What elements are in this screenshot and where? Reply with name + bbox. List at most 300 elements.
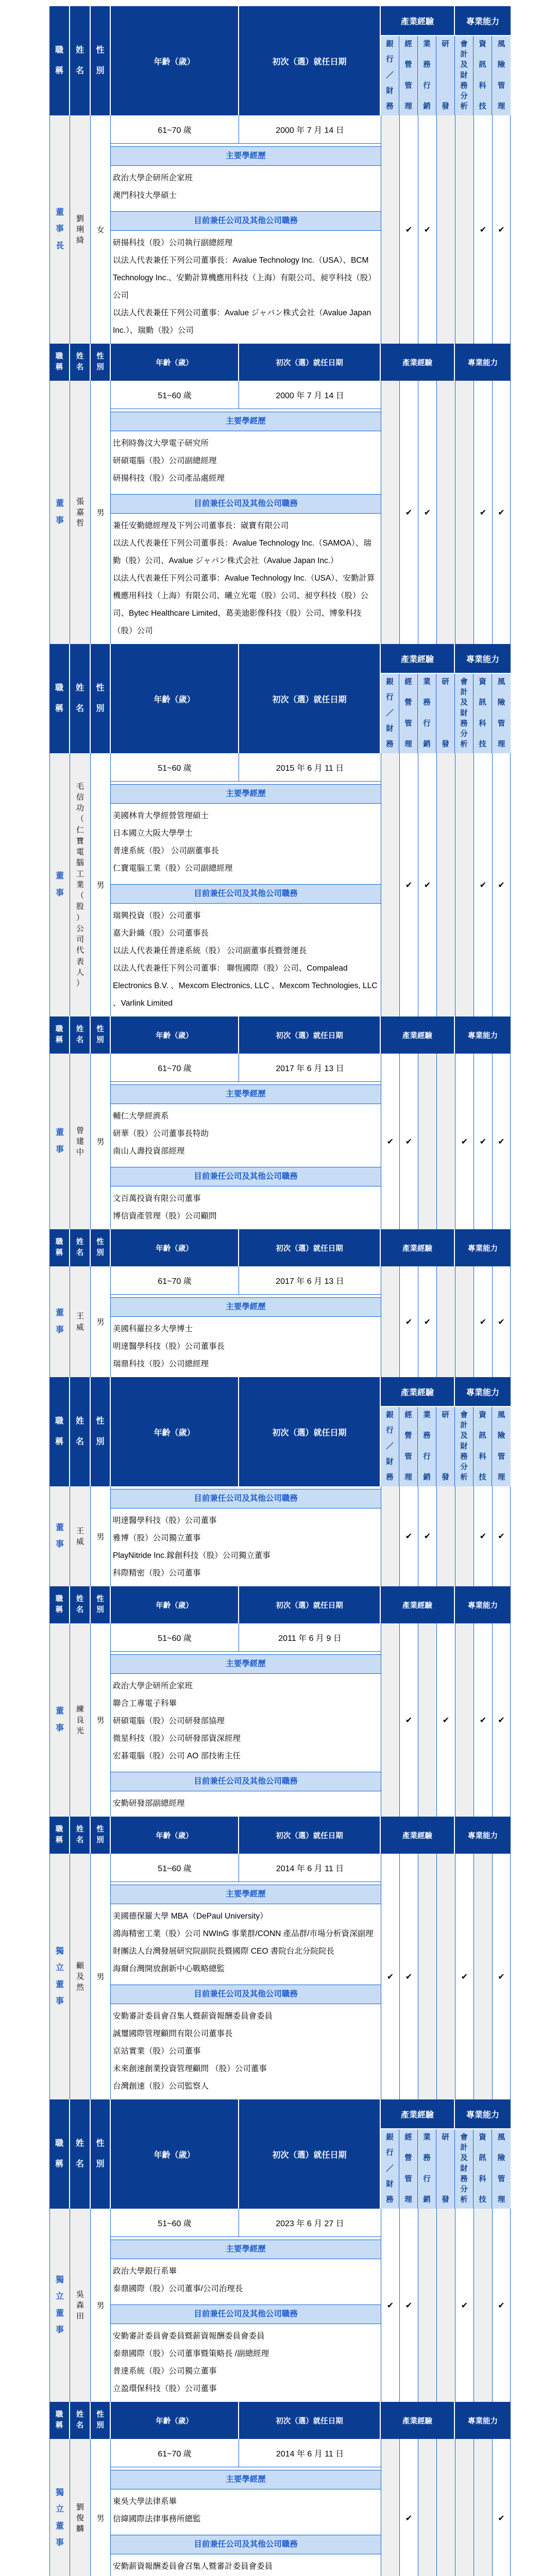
- header-expertise-group: 專業能力: [455, 6, 511, 35]
- header-date-label: 初次（選）就任日期: [276, 1832, 343, 1840]
- education-line: 澳門科技大學碩士: [113, 191, 177, 200]
- check-cell-4: [455, 1486, 474, 1586]
- header-expertise-group: 專業能力: [455, 644, 511, 673]
- jobs-line: 明達醫學科技（股）公司董事: [113, 1516, 217, 1525]
- header-name-label: 姓 名: [76, 1825, 84, 1844]
- header-title-label: 職 稱: [55, 1595, 63, 1614]
- jobs-line: 兼任安勤總經理及下列公司董事長：崴寶有限公司: [113, 521, 289, 530]
- director-detail: [111, 2209, 381, 2402]
- age-date-row: [111, 1054, 381, 1082]
- jobs-line: 以法人代表兼任下列公司董事：Avalue Technology Inc.（USA）、安勤計算機應用科技（上海）有限公司、曦立光電（股）公司、昶亨科技（股）公司、Bytec Healthcare Limited、葛美迪影像科技（股）公司、博象科技（股）公司: [113, 574, 375, 635]
- age-value: 51~60 歲: [111, 2209, 239, 2236]
- jobs-line: 嘉大針織（股）公司董事長: [113, 929, 209, 938]
- header-age-col: [111, 1377, 239, 1486]
- education-line: 研揚科技（股）公司產品處經理: [113, 474, 225, 483]
- header-gender-label: 性 別: [96, 2411, 104, 2430]
- education-header: 主要學經歷: [111, 146, 381, 166]
- header-industry-group: 產業經驗: [381, 1817, 455, 1854]
- header-subcol-5: [474, 1407, 492, 1486]
- check-cell-5: [474, 1854, 492, 2099]
- director-detail: [111, 1623, 381, 1817]
- header-subcol-label: 風 險 管 理: [497, 1411, 505, 1482]
- header-group-row: [381, 6, 511, 36]
- jobs-line: 京站實業（股）公司董事: [113, 2047, 201, 2056]
- header-subcol-label: 銀 行 ／ 財 務: [386, 1411, 394, 1482]
- check-cell-4: ✔: [455, 1854, 474, 2099]
- header-name-label: 姓 名: [75, 2139, 84, 2168]
- education-line: 明達醫學科技（股）公司董事長: [113, 1342, 225, 1351]
- check-cell-4: [455, 2439, 474, 2576]
- header-industry-group: 產業經驗: [381, 1016, 455, 1054]
- header-title-label: 職 稱: [55, 1416, 63, 1446]
- table-header-compact: [49, 1229, 511, 1266]
- header-title-label: 職 稱: [55, 1825, 63, 1844]
- jobs-line: 雅博（股）公司獨立董事: [113, 1534, 201, 1543]
- director-name-cell: [70, 1486, 91, 1586]
- check-columns: [381, 381, 511, 644]
- check-cell-5: ✔: [474, 1054, 492, 1229]
- header-subcol-5: [474, 36, 492, 115]
- header-age-col: [111, 2402, 239, 2439]
- check-cell-0: [381, 1486, 399, 1586]
- header-age-label: 年齡（歲）: [156, 1601, 193, 1610]
- header-subcol-0: [381, 36, 399, 115]
- education-list: [111, 1907, 381, 1982]
- education-line: 輔仁大學經濟系: [113, 1112, 169, 1121]
- header-industry-group: 產業經驗: [381, 344, 455, 381]
- header-subcol-label: 業 務 行 銷: [423, 2133, 431, 2205]
- check-columns: [381, 1266, 511, 1377]
- header-name-col: [70, 6, 91, 115]
- director-block: [49, 753, 511, 1016]
- header-age-label: 年齡（歲）: [154, 2150, 195, 2160]
- age-value: 51~60 歲: [111, 1854, 239, 1882]
- director-name: 練 良 光: [76, 1704, 84, 1736]
- header-date-label: 初次（選）就任日期: [276, 1601, 343, 1610]
- header-date-col: [239, 2402, 381, 2439]
- jobs-line: 文百萬投資有限公司董事: [113, 1194, 201, 1203]
- header-industry-group: 產業經驗: [381, 6, 455, 35]
- education-line: 信緯國際法律事務所總監: [113, 2515, 201, 2523]
- header-subcol-6: [492, 1407, 511, 1486]
- header-subcol-label: 銀 行 ／ 財 務: [386, 40, 394, 111]
- header-title-col: [49, 1586, 70, 1623]
- check-cell-6: ✔: [492, 1486, 511, 1586]
- education-line: 研碩電腦（股）公司研發部協理: [113, 1717, 225, 1725]
- header-gender-col: [91, 1377, 111, 1486]
- education-list: [111, 1319, 381, 1377]
- director-title: 獨 立 董 事: [55, 1946, 64, 2006]
- check-cell-2: [418, 1854, 436, 2099]
- header-name-label: 姓 名: [75, 683, 84, 713]
- director-name-cell: [70, 1054, 91, 1229]
- check-cell-1: ✔: [399, 1054, 418, 1229]
- header-subcol-3: [436, 674, 455, 753]
- header-industry-group: 產業經驗: [381, 2099, 455, 2128]
- director-name-cell: [70, 1623, 91, 1817]
- director-detail: [111, 115, 381, 344]
- director-gender: 男: [96, 1138, 105, 1146]
- director-gender-cell: [91, 1854, 111, 2099]
- director-title-cell: [49, 1486, 70, 1586]
- education-line: 東吳大學法律系畢: [113, 2497, 177, 2506]
- header-title-label: 職 稱: [55, 45, 63, 75]
- header-age-col: [111, 1016, 239, 1054]
- check-cell-0: [381, 115, 399, 344]
- education-header: 主要學經歷: [111, 1297, 381, 1317]
- director-block: [49, 1266, 511, 1377]
- header-title-label: 職 稱: [55, 2139, 63, 2168]
- age-date-row: [111, 753, 381, 782]
- check-cell-6: ✔: [492, 1266, 511, 1377]
- check-cell-3: [436, 1854, 455, 2099]
- header-subcol-4: [455, 36, 474, 115]
- table-header-compact: [49, 2402, 511, 2439]
- education-line: 財團法人台灣發展研究院副院長暨國際 CEO 書院台北分院院長: [113, 1947, 334, 1956]
- check-cell-1: ✔: [399, 1623, 418, 1817]
- education-line: 研碩電腦（股）公司副總經理: [113, 456, 217, 465]
- jobs-header: 目前兼任公司及其他公司職務: [111, 494, 381, 514]
- education-line: 日本國立大阪大學學士: [113, 829, 193, 838]
- director-title: 獨 立 董 事: [55, 2488, 64, 2547]
- education-line: 泰鼎國際（股）公司董事/公司治理長: [113, 2284, 243, 2293]
- header-subcol-label: 研 發: [442, 40, 449, 111]
- director-name-cell: [70, 1854, 91, 2099]
- check-cell-0: [381, 1266, 399, 1377]
- date-value: 2017 年 6 月 13 日: [276, 1277, 344, 1286]
- date-value: 2014 年 6 月 11 日: [276, 1864, 344, 1873]
- jobs-list: [111, 1189, 381, 1229]
- header-expertise-group: 專業能力: [455, 1229, 511, 1266]
- header-subcol-label: 風 險 管 理: [497, 678, 505, 749]
- header-subcols: [381, 2129, 511, 2209]
- director-gender-cell: [91, 115, 111, 344]
- jobs-line: 立盈環保科技（股）公司董事: [113, 2384, 217, 2393]
- check-cell-0: ✔: [381, 1854, 399, 2099]
- jobs-line: 安勤審計委員會委員暨薪資報酬委員會委員: [113, 2332, 265, 2341]
- header-subcol-3: [436, 36, 455, 115]
- check-cell-2: ✔: [418, 381, 436, 644]
- header-name-col: [70, 1377, 91, 1486]
- header-group-row: [381, 644, 511, 674]
- header-subcol-label: 業 務 行 銷: [423, 678, 431, 749]
- education-line: 政治大學銀行系畢: [113, 2267, 177, 2276]
- director-title: 董 事 長: [55, 208, 64, 250]
- header-name-label: 姓 名: [76, 1238, 84, 1257]
- header-subcol-3: [436, 2129, 455, 2209]
- director-name: 劉 琍 綺: [76, 214, 84, 245]
- header-subcol-2: [418, 2129, 436, 2209]
- header-gender-label: 性 別: [96, 1595, 104, 1614]
- check-cell-6: ✔: [492, 115, 511, 344]
- check-cell-2: [418, 1623, 436, 1817]
- check-cell-2: [418, 2439, 436, 2576]
- header-date-col: [239, 2099, 381, 2209]
- header-subcol-3: [436, 1407, 455, 1486]
- header-subcol-label: 資 訊 科 技: [479, 1411, 486, 1482]
- director-gender-cell: [91, 2439, 111, 2576]
- header-age-col: [111, 1586, 239, 1623]
- header-age-col: [111, 1229, 239, 1266]
- jobs-list: [111, 516, 381, 644]
- director-detail: [111, 1054, 381, 1229]
- header-gender-col: [91, 1586, 111, 1623]
- header-date-label: 初次（選）就任日期: [276, 1031, 343, 1040]
- header-industry-group: 產業經驗: [381, 2402, 455, 2439]
- check-cell-1: ✔: [399, 2439, 418, 2576]
- jobs-list: [111, 1794, 381, 1817]
- check-cell-2: ✔: [418, 1266, 436, 1377]
- director-name: 顧 及 然: [76, 1961, 84, 1992]
- education-line: 研華（股）公司董事長特助: [113, 1129, 209, 1138]
- director-name: 張 嘉 哲: [76, 497, 84, 528]
- age-date-row: [111, 1266, 381, 1295]
- education-header: 主要學經歷: [111, 1084, 381, 1104]
- header-subcol-label: 風 險 管 理: [497, 40, 505, 111]
- jobs-line: 研揚科技（股）公司執行副總經理: [113, 239, 233, 247]
- header-subcols: [381, 1407, 511, 1486]
- jobs-list: [111, 2007, 381, 2099]
- jobs-line: 以法人代表兼任普達系統（股） 公司副董事長暨營運長: [113, 946, 307, 955]
- check-columns: [381, 1623, 511, 1817]
- date-value: 2000 年 7 月 14 日: [276, 126, 344, 135]
- check-cell-2: ✔: [418, 115, 436, 344]
- header-subcol-2: [418, 674, 436, 753]
- header-expertise-group: 專業能力: [455, 1586, 511, 1623]
- table-header-compact: [49, 1586, 511, 1623]
- header-subcol-2: [418, 36, 436, 115]
- header-gender-label: 性 別: [96, 683, 105, 713]
- header-subcol-1: [399, 674, 418, 753]
- table-header-full: [49, 2099, 511, 2209]
- page: [0, 6, 558, 2576]
- director-gender-cell: [91, 1054, 111, 1229]
- header-subcol-label: 研 發: [442, 2133, 449, 2205]
- check-cell-3: [436, 1486, 455, 1586]
- director-block: [49, 2209, 511, 2402]
- check-cell-4: [455, 1623, 474, 1817]
- header-expertise-group: 專業能力: [455, 1377, 511, 1406]
- jobs-header: 目前兼任公司及其他公司職務: [111, 1489, 381, 1509]
- age-value: 51~60 歲: [111, 381, 239, 409]
- header-gender-label: 性 別: [96, 352, 104, 371]
- header-date-col: [239, 6, 381, 115]
- check-cell-3: [436, 753, 455, 1016]
- header-subcol-label: 業 務 行 銷: [423, 40, 431, 111]
- jobs-line: 博信資產管理（股）公司顧問: [113, 1212, 217, 1221]
- header-title-col: [49, 1229, 70, 1266]
- check-cell-0: [381, 381, 399, 644]
- header-group-row: [381, 1377, 511, 1407]
- age-date-row: [111, 1854, 381, 1882]
- check-cell-3: [436, 1266, 455, 1377]
- education-list: [111, 2492, 381, 2532]
- header-age-label: 年齡（歲）: [156, 359, 193, 367]
- education-line: 聯合工專電子科畢: [113, 1699, 177, 1708]
- header-subcol-label: 會 計 及 財 務 分 析: [460, 2133, 468, 2205]
- header-gender-col: [91, 1016, 111, 1054]
- header-age-col: [111, 344, 239, 381]
- header-subcol-4: [455, 2129, 474, 2209]
- header-age-label: 年齡（歲）: [156, 2417, 193, 2426]
- check-cell-1: ✔: [399, 115, 418, 344]
- header-subcol-label: 資 訊 科 技: [479, 2133, 486, 2205]
- director-title: 董 事: [55, 1707, 64, 1733]
- jobs-line: 安勤審計委員會召集人暨薪資報酬委員會委員: [113, 2012, 273, 2021]
- director-gender-cell: [91, 1486, 111, 1586]
- director-name: 劉 俊 麟: [76, 2502, 84, 2534]
- director-name-cell: [70, 1266, 91, 1377]
- header-date-col: [239, 344, 381, 381]
- education-line: 鴻海精密工業（股）公司 NWInG 事業群/CONN 產品群/市場分析資深副理: [113, 1929, 374, 1938]
- director-name: 毛 信 功 （ 仁 寶 電 腦 工 業 （ 股 ） 公 司 代 表 人 ）: [76, 782, 84, 988]
- check-cell-6: ✔: [492, 1623, 511, 1817]
- education-line: 微星科技（股）公司研發部資深經理: [113, 1734, 241, 1743]
- check-cell-3: [436, 115, 455, 344]
- education-line: 宏碁電腦（股）公司 AO 部技術主任: [113, 1752, 241, 1760]
- header-expertise-group: 專業能力: [455, 1817, 511, 1854]
- education-header: 主要學經歷: [111, 412, 381, 431]
- check-cell-2: [418, 2209, 436, 2402]
- header-group-row: [381, 2099, 511, 2129]
- director-block: [49, 1486, 511, 1586]
- check-columns: [381, 2209, 511, 2402]
- check-cell-6: ✔: [492, 2439, 511, 2576]
- header-industry-group: 產業經驗: [381, 1229, 455, 1266]
- check-cell-5: [474, 2439, 492, 2576]
- header-subcol-1: [399, 2129, 418, 2209]
- header-subcol-5: [474, 674, 492, 753]
- director-detail: [111, 1486, 381, 1586]
- header-name-col: [70, 1586, 91, 1623]
- header-expertise-group: 專業能力: [455, 2402, 511, 2439]
- check-cell-1: ✔: [399, 1486, 418, 1586]
- header-title-col: [49, 344, 70, 381]
- jobs-line: 誠璽國際管理顧問有限公司董事長: [113, 2029, 233, 2038]
- check-columns: [381, 753, 511, 1016]
- header-subcol-4: [455, 1407, 474, 1486]
- header-subcol-label: 銀 行 ／ 財 務: [386, 678, 394, 749]
- education-line: 南山人壽投資部經理: [113, 1147, 185, 1156]
- header-subcol-0: [381, 674, 399, 753]
- check-cell-3: [436, 2439, 455, 2576]
- date-value: 2011 年 6 月 9 日: [278, 1634, 342, 1643]
- director-gender-cell: [91, 1266, 111, 1377]
- header-gender-col: [91, 1229, 111, 1266]
- jobs-header: 目前兼任公司及其他公司職務: [111, 211, 381, 231]
- director-title: 董 事: [55, 499, 64, 525]
- age-value: 61~70 歲: [111, 2439, 239, 2467]
- header-title-label: 職 稱: [55, 352, 63, 371]
- director-title-cell: [49, 753, 70, 1016]
- age-date-row: [111, 115, 381, 144]
- age-date-row: [111, 2439, 381, 2467]
- check-cell-6: ✔: [492, 381, 511, 644]
- jobs-header: 目前兼任公司及其他公司職務: [111, 1772, 381, 1791]
- header-gender-col: [91, 644, 111, 753]
- director-name-cell: [70, 753, 91, 1016]
- header-subcol-6: [492, 2129, 511, 2209]
- check-cell-3: [436, 2209, 455, 2402]
- director-name: 吳 森 田: [76, 2290, 84, 2321]
- jobs-line: [113, 2575, 379, 2576]
- jobs-header: 目前兼任公司及其他公司職務: [111, 1985, 381, 2004]
- header-title-col: [49, 1016, 70, 1054]
- director-gender: 男: [96, 1532, 105, 1541]
- director-gender: 男: [96, 881, 105, 890]
- check-cell-5: [474, 2209, 492, 2402]
- director-block: [49, 115, 511, 344]
- director-detail: [111, 1854, 381, 2099]
- check-cell-3: ✔: [436, 1623, 455, 1817]
- check-cell-0: ✔: [381, 1054, 399, 1229]
- jobs-line: 普達系統（股）公司獨立董事: [113, 2367, 217, 2376]
- check-cell-6: ✔: [492, 1054, 511, 1229]
- education-list: [111, 1676, 381, 1769]
- director-gender: 女: [96, 226, 105, 234]
- director-block: [49, 2439, 511, 2576]
- header-expertise-group: 專業能力: [455, 344, 511, 381]
- director-block: [49, 381, 511, 644]
- header-gender-col: [91, 2402, 111, 2439]
- jobs-list: [111, 2327, 381, 2402]
- header-date-label: 初次（選）就任日期: [272, 2150, 347, 2160]
- jobs-line: 以法人代表兼任下列公司董事長：Avalue Technology Inc.（USA）、BCM Technology Inc.、安勤計算機應用科技（上海）有限公司、昶亨科技（股）公司: [113, 256, 376, 300]
- director-title: 董 事: [55, 1128, 64, 1154]
- date-value: 2015 年 6 月 11 日: [276, 764, 344, 773]
- jobs-header: 目前兼任公司及其他公司職務: [111, 1167, 381, 1187]
- jobs-list: [111, 2557, 381, 2576]
- header-name-col: [70, 644, 91, 753]
- director-title: 獨 立 董 事: [55, 2275, 64, 2334]
- director-name-cell: [70, 2439, 91, 2576]
- check-cell-4: [455, 381, 474, 644]
- header-title-label: 職 稱: [55, 683, 63, 713]
- header-subcol-label: 經 營 管 理: [404, 1411, 412, 1482]
- header-name-label: 姓 名: [76, 1595, 84, 1614]
- director-gender: 男: [96, 1318, 105, 1327]
- header-subcol-6: [492, 36, 511, 115]
- education-line: 政治大學企研所企家班: [113, 174, 193, 182]
- education-line: 海爾台灣開放創新中心戰略總監: [113, 1964, 225, 1973]
- header-gender-col: [91, 1817, 111, 1854]
- check-cell-5: ✔: [474, 1266, 492, 1377]
- header-name-label: 姓 名: [76, 352, 84, 371]
- jobs-header: 目前兼任公司及其他公司職務: [111, 884, 381, 904]
- header-age-label: 年齡（歲）: [156, 1832, 193, 1840]
- check-cell-4: ✔: [455, 1054, 474, 1229]
- check-cell-5: ✔: [474, 1486, 492, 1586]
- header-subcol-label: 銀 行 ／ 財 務: [386, 2133, 394, 2205]
- table-header-full: [49, 644, 511, 753]
- jobs-line: 泰鼎國際（股）公司董事暨策略長 /副總經理: [113, 2349, 269, 2358]
- director-block: [49, 1623, 511, 1817]
- date-value: 2014 年 6 月 11 日: [276, 2449, 344, 2459]
- header-subcol-label: 經 營 管 理: [404, 678, 412, 749]
- age-date-row: [111, 2209, 381, 2237]
- header-date-label: 初次（選）就任日期: [276, 1244, 343, 1253]
- director-title-cell: [49, 1854, 70, 2099]
- director-title: 董 事: [55, 1523, 64, 1549]
- header-subcol-label: 資 訊 科 技: [479, 40, 486, 111]
- education-list: [111, 168, 381, 209]
- jobs-line: 台灣創速（股）公司監察人: [113, 2082, 209, 2091]
- education-line: 美國科羅拉多大學博士: [113, 1325, 193, 1333]
- header-industry-group: 產業經驗: [381, 1586, 455, 1623]
- check-cell-0: [381, 753, 399, 1016]
- header-subcol-label: 會 計 及 財 務 分 析: [460, 1411, 468, 1482]
- table-header-compact: [49, 1817, 511, 1854]
